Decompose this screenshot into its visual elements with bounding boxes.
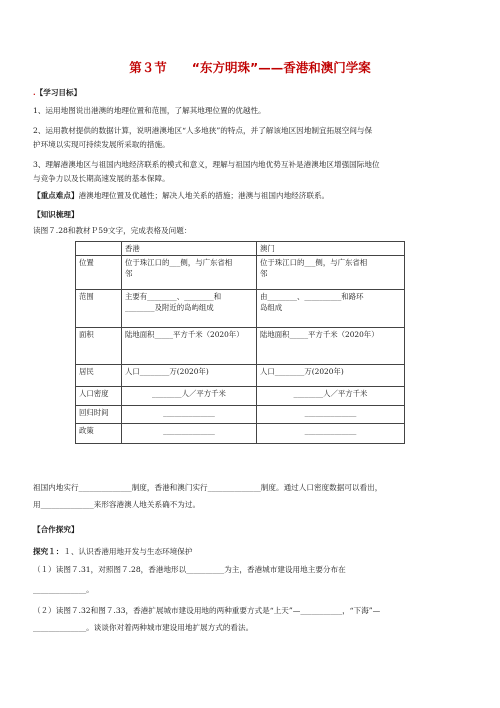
explore-label: 探究１： bbox=[33, 547, 64, 556]
hk-cell: 人口________万(2020年) bbox=[122, 365, 257, 387]
mo-cell: 由________、__________和路环 岛组成 bbox=[257, 290, 405, 328]
knowledge-table bbox=[75, 241, 405, 444]
mo-cell: ______________ bbox=[257, 406, 405, 424]
question-2-cont: ______________。谈谈你对着两种城市建设用地扩展方式的看法。 bbox=[33, 623, 254, 632]
row-label: 范围 bbox=[76, 290, 122, 328]
objective-3: 3、理解港澳地区与祖国内地经济联系的模式和意义，理解与祖国内地优势互补是港澳地区增强国际地位 bbox=[33, 160, 380, 169]
row-label: 居民 bbox=[76, 365, 122, 387]
table-row bbox=[76, 328, 405, 365]
row-label: 面积 bbox=[76, 328, 122, 365]
table-header-cell: 澳门 bbox=[257, 242, 405, 256]
mo-cell: 位于珠江口的___侧，与广东省相 邻 bbox=[257, 256, 405, 290]
objective-2-cont: 护环境以实现可持续发展所采取的措施。 bbox=[33, 140, 170, 149]
table-row bbox=[76, 424, 405, 444]
knowledge-after-2: 用______________来形容港澳人地关系确不为过。 bbox=[33, 500, 201, 509]
question-1-cont: ______________。 bbox=[33, 585, 94, 594]
hk-cell: 位于珠江口的___侧，与广东省相 邻 bbox=[122, 256, 257, 290]
objectives-mark: . bbox=[33, 88, 36, 97]
key-points-heading: 【重点难点】 bbox=[33, 191, 79, 200]
knowledge-intro: 读图７.28和教材Ｐ59文字，完成表格及问题： bbox=[33, 226, 192, 235]
table-header-cell: 香港 bbox=[122, 242, 257, 256]
mo-cell: ________人／平方千米 bbox=[257, 387, 405, 406]
explore-1 bbox=[33, 546, 473, 557]
explore-text: １、认识香港用地开发与生态环境保护 bbox=[63, 547, 193, 556]
mo-cell: ______________ bbox=[257, 424, 405, 444]
objective-2: 2、运用教材提供的数据计算，说明港澳地区“人多地狭”的特点，并了解该地区因地制宜拓展空间与保 bbox=[33, 126, 373, 135]
key-points bbox=[33, 190, 473, 201]
table-row bbox=[76, 406, 405, 424]
table-header-cell bbox=[76, 242, 122, 256]
table-row bbox=[76, 387, 405, 406]
objectives-heading: .【学习目标】 bbox=[33, 88, 82, 97]
key-points-text: 港澳地理位置及优越性；解决人地关系的措施；港澳与祖国内地经济联系。 bbox=[78, 191, 330, 200]
table-row bbox=[76, 290, 405, 328]
hk-cell: ______________ bbox=[122, 406, 257, 424]
table-row bbox=[76, 256, 405, 290]
row-label: 回归时间 bbox=[76, 406, 122, 424]
table-header-row bbox=[76, 242, 405, 256]
table-row bbox=[76, 365, 405, 387]
page-title: 第３节 “东方明珠”——香港和澳门学案 bbox=[129, 60, 371, 75]
objective-1: 1、运用地图说出港澳的地理位置和范围，了解其地理位置的优越性。 bbox=[33, 106, 266, 115]
mo-cell: 人口________万(2020年) bbox=[257, 365, 405, 387]
cooperation-heading: 【合作探究】 bbox=[33, 525, 79, 534]
row-label: 位置 bbox=[76, 256, 122, 290]
hk-cell: 主要有________、________和 ________及附近的岛屿组成 bbox=[122, 290, 257, 328]
hk-cell: ________人／平方千米 bbox=[122, 387, 257, 406]
knowledge-heading: 【知识梳理】 bbox=[33, 210, 79, 219]
hk-cell: ______________ bbox=[122, 424, 257, 444]
knowledge-after-1: 祖国内地实行______________制度，香港和澳门实行______________制度。通过人口密度数据可以看出， bbox=[33, 483, 383, 492]
hk-cell: 陆地面积_____平方千米（2020年） bbox=[122, 328, 257, 365]
objective-3-cont: 与竞争力以及长期高速发展的基本保障。 bbox=[33, 174, 170, 183]
question-2: （２）读图７.32和图７.33，香港扩展城市建设用地的两种重要方式是“上天”—___________，“下海”— bbox=[33, 606, 381, 615]
row-label: 人口密度 bbox=[76, 387, 122, 406]
question-1: （１）读图７.31，对照图７.28，香港地形以__________为主，香港城市建设用地主要分布在 bbox=[33, 565, 346, 574]
row-label: 政策 bbox=[76, 424, 122, 444]
mo-cell: 陆地面积_____平方千米（2020年） bbox=[257, 328, 405, 365]
